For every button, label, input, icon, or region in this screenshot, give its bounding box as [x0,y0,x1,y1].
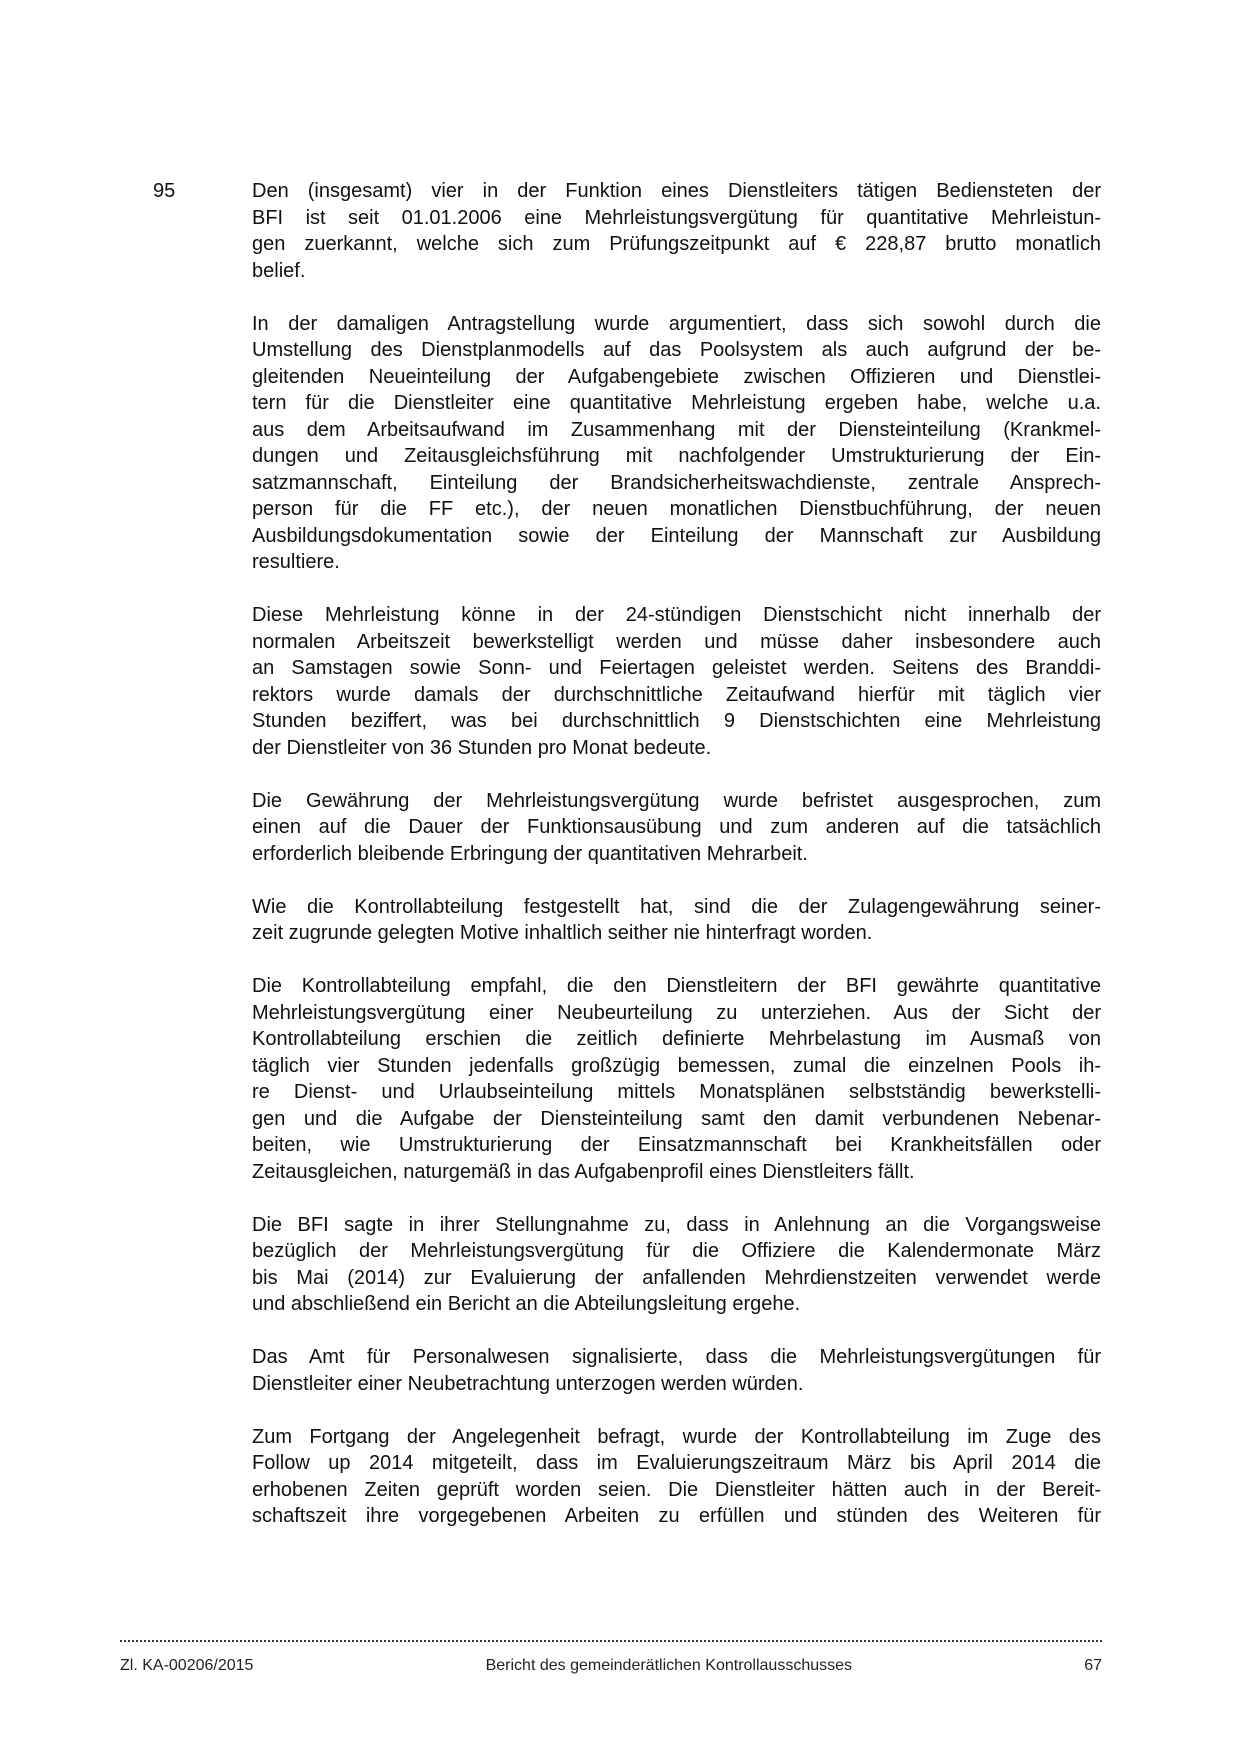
text-line: an Samstagen sowie Sonn- und Feiertagen geleistet werden. Seitens des Branddi- [252,657,1101,679]
page-footer [120,1657,1102,1675]
text-line: Kontrollabteilung erschien die zeitlich definierte Mehrbelastung im Ausmaß von [252,1028,1101,1050]
footer-reference: Zl. KA-00206/2015 [120,1657,254,1674]
text-line: Dienstleiter einer Neubetrachtung unterzogen werden würden. [252,1372,804,1395]
text-line: Mehrleistungsvergütung einer Neubeurteilung zu unterziehen. Aus der Sicht der [252,1001,1101,1024]
text-line: aus dem Arbeitsaufwand im Zusammenhang mit der Diensteinteilung (Krankmel- [252,418,1101,441]
text-line: re Dienst- und Urlaubseinteilung mittels Monatsplänen selbstständig bewerkstelli- [252,1081,1101,1103]
text-line: täglich vier Stunden jedenfalls großzügig bemessen, zumal die einzelnen Pools ih- [252,1054,1101,1077]
text-line: der Dienstleiter von 36 Stunden pro Monat bedeute. [252,736,712,759]
text-line: normalen Arbeitszeit bewerkstelligt werden und müsse daher insbesondere auch [252,630,1101,653]
text-line: Wie die Kontrollabteilung festgestellt hat, sind die der Zulagengewährung seiner- [252,895,1101,918]
text-line: In der damaligen Antragstellung wurde argumentiert, dass sich sowohl durch die [252,312,1101,335]
paragraph [252,1424,1101,1530]
text-line: person für die FF etc.), der neuen monatlichen Dienstbuchführung, der neuen [252,498,1101,520]
text-line: resultiere. [252,551,340,573]
text-line: bis Mai (2014) zur Evaluierung der anfallenden Mehrdienstzeiten verwendet werde [252,1266,1101,1289]
text-line: einen auf die Dauer der Funktionsausübung und zum anderen auf die tatsächlich [252,816,1101,838]
text-line: Ausbildungsdokumentation sowie der Einteilung der Mannschaft zur Ausbildung [252,524,1101,547]
text-line: Zeitausgleichen, naturgemäß in das Aufgabenprofil eines Dienstleiters fällt. [252,1160,915,1183]
page-number: 67 [1084,1657,1102,1674]
text-line: zeit zugrunde gelegten Motive inhaltlich seither nie hinterfragt worden. [252,922,873,944]
text-line: Umstellung des Dienstplanmodells auf das Poolsystem als auch aufgrund der be- [252,339,1101,361]
text-line: gen und die Aufgabe der Diensteinteilung samt den damit verbundenen Nebenar- [252,1107,1101,1130]
paragraph [252,894,1101,947]
paragraph [252,973,1101,1185]
text-line: tern für die Dienstleiter eine quantitative Mehrleistung ergeben habe, welche u.a. [252,392,1101,414]
text-line: BFI ist seit 01.01.2006 eine Mehrleistungsvergütung für quantitative Mehrleistun- [252,206,1101,229]
text-line: Die Gewährung der Mehrleistungsvergütung wurde befristet ausgesprochen, zum [252,789,1101,812]
paragraph [252,788,1101,868]
section-number: 95 [153,180,176,202]
text-line: Stunden beziffert, was bei durchschnittlich 9 Dienstschichten eine Mehrleistung [252,710,1101,732]
text-line: rektors wurde damals der durchschnittliche Zeitaufwand hierfür mit täglich vier [252,683,1101,706]
text-line: Zum Fortgang der Angelegenheit befragt, wurde der Kontrollabteilung im Zuge des [252,1425,1101,1448]
text-line: Follow up 2014 mitgeteilt, dass im Evaluierungszeitraum März bis April 2014 die [252,1452,1101,1474]
text-line: beiten, wie Umstrukturierung der Einsatzmannschaft bei Krankheitsfällen oder [252,1134,1101,1156]
text-line: Das Amt für Personalwesen signalisierte, dass die Mehrleistungsvergütungen für [252,1346,1101,1368]
text-line: schaftszeit ihre vorgegebenen Arbeiten zu erfüllen und stünden des Weiteren für [252,1505,1101,1527]
paragraph [252,311,1101,576]
text-line: erhobenen Zeiten geprüft worden seien. Die Dienstleiter hätten auch in der Bereit- [252,1478,1101,1501]
footer-divider [120,1640,1102,1642]
text-line: satzmannschaft, Einteilung der Brandsicherheitswachdienste, zentrale Ansprech- [252,471,1101,494]
text-line: und abschließend ein Bericht an die Abteilungsleitung ergehe. [252,1293,801,1315]
document-body [252,178,1101,1556]
paragraph [252,1212,1101,1318]
text-line: Die BFI sagte in ihrer Stellungnahme zu, dass in Anlehnung an die Vorgangsweise [252,1213,1101,1236]
paragraph [252,178,1101,284]
footer-title: Bericht des gemeinderätlichen Kontrollausschusses [485,1657,853,1674]
paragraph [252,602,1101,761]
text-line: Diese Mehrleistung könne in der 24-stündigen Dienstschicht nicht innerhalb der [252,604,1101,626]
text-line: erforderlich bleibende Erbringung der quantitativen Mehrarbeit. [252,842,808,865]
text-line: Die Kontrollabteilung empfahl, die den Dienstleitern der BFI gewährte quantitative [252,975,1101,997]
text-line: bezüglich der Mehrleistungsvergütung für die Offiziere die Kalendermonate März [252,1240,1101,1262]
text-line: gen zuerkannt, welche sich zum Prüfungszeitpunkt auf € 228,87 brutto monatlich [252,233,1101,255]
text-line: gleitenden Neueinteilung der Aufgabengebiete zwischen Offizieren und Dienstlei- [252,365,1101,388]
text-line: belief. [252,259,306,282]
text-line: Den (insgesamt) vier in der Funktion eines Dienstleiters tätigen Bediensteten der [252,180,1101,202]
paragraph [252,1344,1101,1397]
text-line: dungen und Zeitausgleichsführung mit nachfolgender Umstrukturierung der Ein- [252,445,1101,467]
